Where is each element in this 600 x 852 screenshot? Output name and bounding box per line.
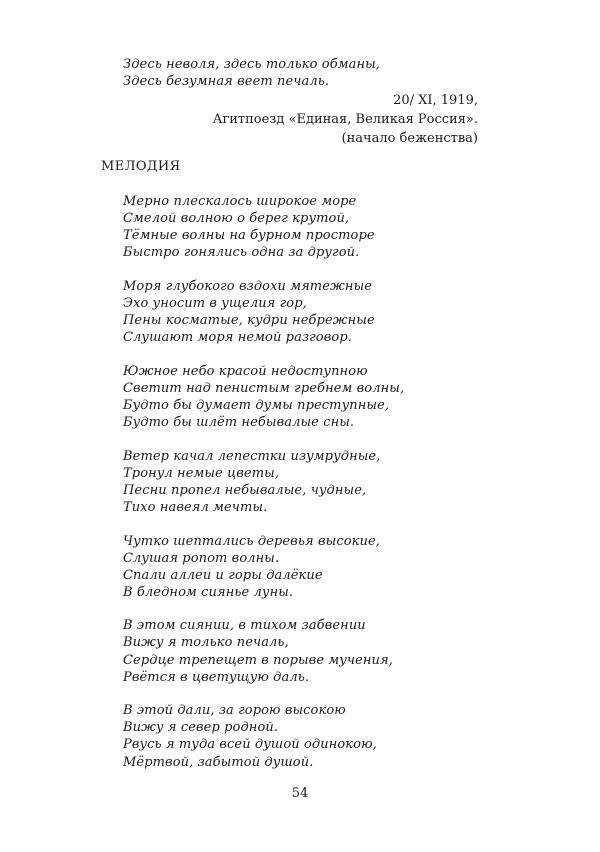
verse-line: Слушают моря немой разговор. [123, 330, 352, 346]
signature-date: 20/ XI, 1919, [393, 93, 478, 108]
verse-line: Слушая ропот волны. [123, 550, 280, 566]
verse-line: Песни пропел небывалые, чудные, [123, 482, 367, 498]
stanza [123, 533, 404, 601]
verse-line: Тихо навеял мечты. [123, 499, 268, 515]
intro-verse [123, 57, 380, 91]
verse-line: Рвётся в цветущую даль. [123, 669, 310, 685]
verse-line: Здесь неволя, здесь только обманы, [123, 57, 381, 72]
verse-line: Эхо уносит в ущелия гор, [123, 295, 307, 311]
verse-line: Южное небо красой недоступною [123, 363, 368, 379]
verse-line: Смелой волною о берег крутой, [123, 211, 350, 227]
verse-line: Светит над пенистым гребнем волны, [123, 380, 405, 396]
verse-line: Ветер качал лепестки изумрудные, [123, 448, 381, 464]
verse-line: Пены косматые, кудри небрежные [123, 313, 375, 329]
verse-line: Мёртвой, забытой душой. [123, 754, 314, 770]
verse-line: Сердце трепещет в порыве мучения, [123, 652, 393, 668]
verse-line: В этом сиянии, в тихом забвении [123, 618, 366, 634]
verse-line: Быстро гонялись одна за другой. [123, 245, 360, 261]
signature-place: Агитпоезд «Единая, Великая Россия». [212, 112, 478, 127]
poem-body [123, 193, 404, 787]
verse-line: Чутко шептались деревья высокие, [123, 533, 380, 549]
verse-line: Будто бы шлёт небывалые сны. [123, 415, 355, 431]
stanza [123, 193, 404, 261]
poem-title: МЕЛОДИЯ [101, 159, 181, 174]
verse-line: Спали аллеи и горы далёкие [123, 567, 323, 583]
stanza [123, 448, 404, 516]
page-number: 54 [291, 786, 309, 801]
stanza [123, 278, 404, 346]
verse-line: Тёмные волны на бурном просторе [123, 228, 375, 244]
verse-line: Будто бы думает думы преступные, [123, 397, 390, 413]
verse-line: В этой дали, за горою высокою [123, 703, 346, 719]
stanza [123, 363, 404, 431]
verse-line: Тронул немые цветы, [123, 465, 280, 481]
signature-note: (начало беженства) [341, 131, 478, 146]
verse-line: Мерно плескалось широкое море [123, 194, 357, 209]
verse-line: Моря глубокого вздохи мятежные [123, 278, 373, 294]
verse-line: Здесь безумная веет печаль. [123, 73, 330, 89]
signature-block [213, 91, 478, 148]
stanza [123, 617, 404, 685]
verse-line: Вижу я север родной. [123, 720, 279, 736]
verse-line: Рвусь я туда всей душой одинокою, [123, 737, 377, 753]
verse-line: Вижу я только печаль, [123, 635, 289, 651]
stanza [123, 702, 404, 770]
verse-line: В бледном сиянье луны. [123, 584, 294, 600]
